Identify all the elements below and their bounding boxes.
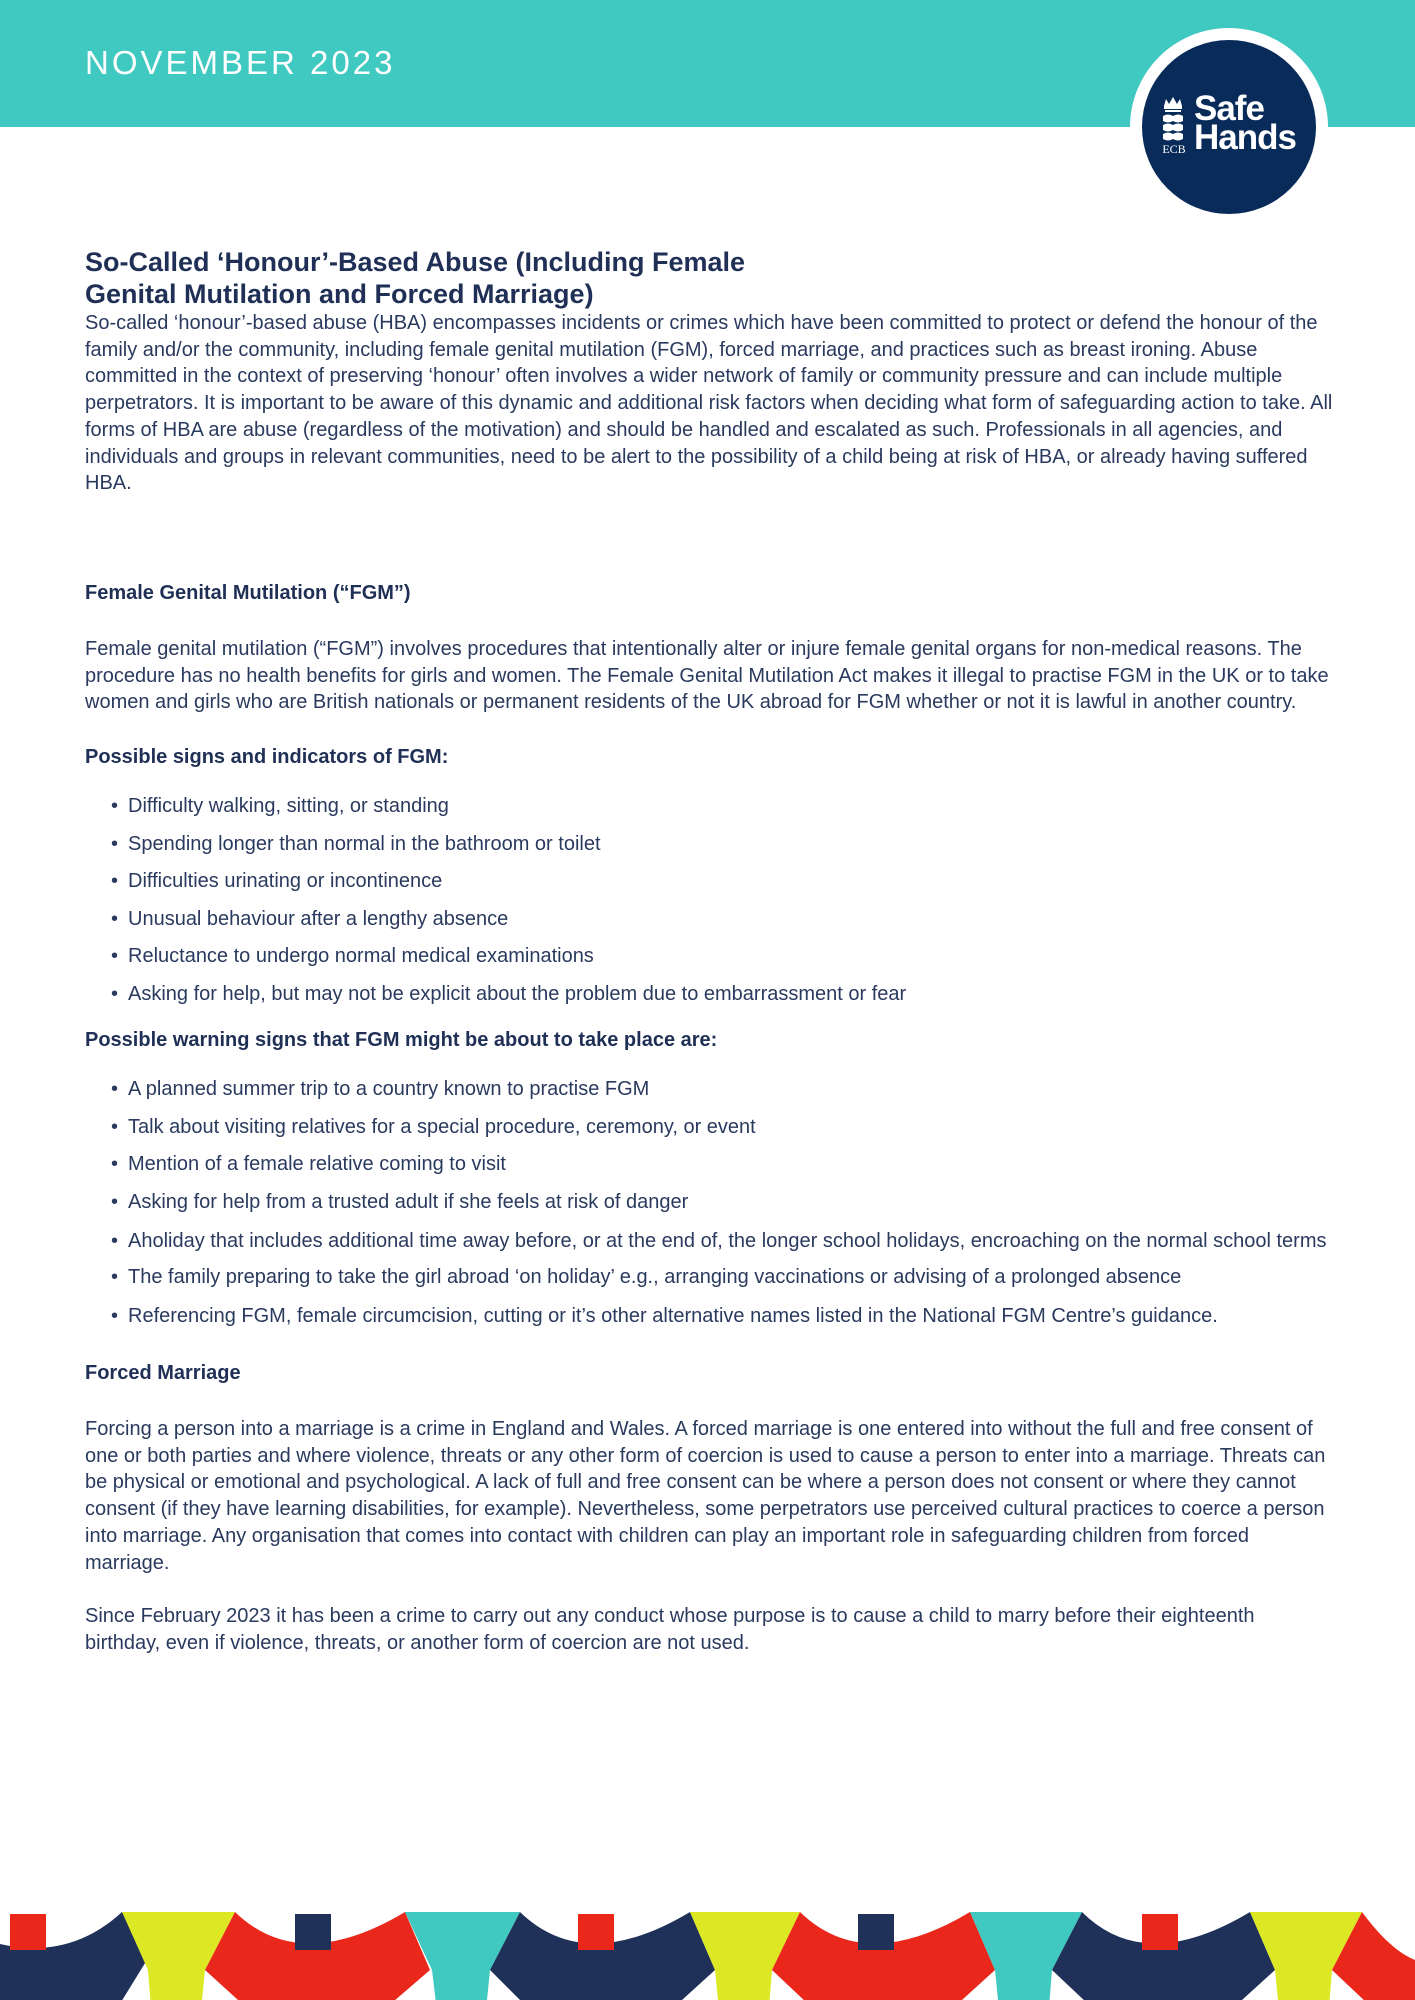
fgm-warning-heading: Possible warning signs that FGM might be about to take place are: bbox=[85, 1029, 718, 1052]
pattern-tab bbox=[858, 1914, 894, 1950]
page-title bbox=[85, 246, 1335, 310]
decorative-pattern-band bbox=[0, 1900, 1415, 2000]
list-item: • The family preparing to take the girl abroad ‘on holiday’ e.g., arranging vaccinations or advising of a prolonged absence bbox=[111, 1263, 1351, 1292]
bullet-icon: • bbox=[111, 1153, 119, 1176]
bullet-icon: • bbox=[111, 795, 119, 818]
fgm-paragraph: Female genital mutilation (“FGM”) involves procedures that intentionally alter or injure female genital organs for non-medical reasons. The procedure has no health benefits for girls and women. The Female Genital Mutilation Act makes it illegal to practise FGM in the UK or to take women and girls who are British nationals or permanent residents of the UK abroad for FGM whether or not it is lawful in another country. bbox=[85, 637, 1329, 714]
document-body bbox=[85, 246, 1335, 1657]
pattern-shapes bbox=[0, 1912, 1415, 2000]
bullet-icon: • bbox=[111, 1190, 119, 1213]
list-item: • Difficulty walking, sitting, or standing bbox=[111, 792, 1335, 820]
list-item: • Referencing FGM, female circumcision, cutting or it’s other alternative names listed in the National FGM Centre’s guidance. bbox=[111, 1302, 1351, 1331]
fgm-heading: Female Genital Mutilation (“FGM”) bbox=[85, 581, 411, 604]
logo-line-2: Hands bbox=[1194, 118, 1296, 157]
forced-marriage-law-paragraph: Since February 2023 it has been a crime to carry out any conduct whose purpose is to cause a child to marry before their eighteenth birthday, even if violence, threats, or another form of coercion are not used. bbox=[85, 1605, 1255, 1654]
list-item: • Difficulties urinating or incontinence bbox=[111, 867, 1335, 895]
fgm-signs-list bbox=[85, 792, 1335, 1008]
pattern-tab bbox=[578, 1914, 614, 1950]
issue-date: NOVEMBER 2023 bbox=[85, 44, 396, 81]
fgm-signs-heading: Possible signs and indicators of FGM: bbox=[85, 746, 449, 769]
logo-wordmark bbox=[1194, 89, 1304, 157]
list-item: • Unusual behaviour after a lengthy absence bbox=[111, 905, 1335, 933]
list-item: • Reluctance to undergo normal medical examinations bbox=[111, 942, 1335, 970]
list-item: • Mention of a female relative coming to visit bbox=[111, 1150, 1351, 1178]
forced-marriage-heading: Forced Marriage bbox=[85, 1362, 241, 1385]
logo-org: ECB bbox=[1162, 142, 1186, 156]
bullet-icon: • bbox=[111, 982, 119, 1005]
fgm-warning-list bbox=[85, 1075, 1351, 1331]
page-title-line-2: Genital Mutilation and Forced Marriage) bbox=[85, 279, 594, 309]
logo-line-1: Safe bbox=[1194, 89, 1264, 128]
list-item: • Asking for help from a trusted adult if she feels at risk of danger bbox=[111, 1188, 1351, 1216]
bullet-icon: • bbox=[111, 1230, 119, 1253]
list-item: • Spending longer than normal in the bathroom or toilet bbox=[111, 830, 1335, 858]
list-item: • Aholiday that includes additional time away before, or at the end of, the longer school holidays, encroaching on the normal school terms bbox=[111, 1225, 1351, 1258]
bullet-icon: • bbox=[111, 1266, 119, 1289]
bullet-icon: • bbox=[111, 832, 119, 855]
pattern-tab bbox=[10, 1914, 46, 1950]
bullet-icon: • bbox=[111, 870, 119, 893]
bullet-icon: • bbox=[111, 1078, 119, 1101]
pattern-tab bbox=[295, 1914, 331, 1950]
page-title-line-1: So-Called ‘Honour’-Based Abuse (Including Female bbox=[85, 247, 746, 277]
intro-paragraph: So-called ‘honour’-based abuse (HBA) encompasses incidents or crimes which have been committed to protect or defend the honour of the family and/or the community, including female genital mutilation (FGM), forced marriage, and practices such as breast ironing. Abuse committed in the context of preserving ‘honour’ often involves a wider network of family or community pressure and can include multiple perpetrators. It is important to be aware of this dynamic and additional risk factors when deciding what form of safeguarding action to take. All forms of HBA are abuse (regardless of the motivation) and should be handled and escalated as such. Professionals in all agencies, and individuals and groups in relevant communities, need to be alert to the possibility of a child being at risk of HBA, or already having suffered HBA. bbox=[85, 312, 1333, 495]
bullet-icon: • bbox=[111, 1304, 119, 1327]
forced-marriage-paragraph: Forcing a person into a marriage is a crime in England and Wales. A forced marriage is one entered into without the full and free consent of one or both parties and where violence, threats or any other form of coercion is used to cause a person to enter into a marriage. Threats can be physical or emotional and psychological. A lack of full and free consent can be where a person does not consent or where they cannot consent (if they have learning disabilities, for example). Nevertheless, some perpetrators use perceived cultural practices to coerce a person into marriage. Any organisation that comes into contact with children can play an important role in safeguarding children from forced marriage. bbox=[85, 1418, 1326, 1574]
bullet-icon: • bbox=[111, 1115, 119, 1138]
bullet-icon: • bbox=[111, 945, 119, 968]
list-item: • Asking for help, but may not be explicit about the problem due to embarrassment or fear bbox=[111, 980, 1335, 1008]
bullet-icon: • bbox=[111, 907, 119, 930]
list-item: • Talk about visiting relatives for a special procedure, ceremony, or event bbox=[111, 1113, 1351, 1141]
list-item: • A planned summer trip to a country known to practise FGM bbox=[111, 1075, 1351, 1103]
pattern-tab bbox=[1142, 1914, 1178, 1950]
